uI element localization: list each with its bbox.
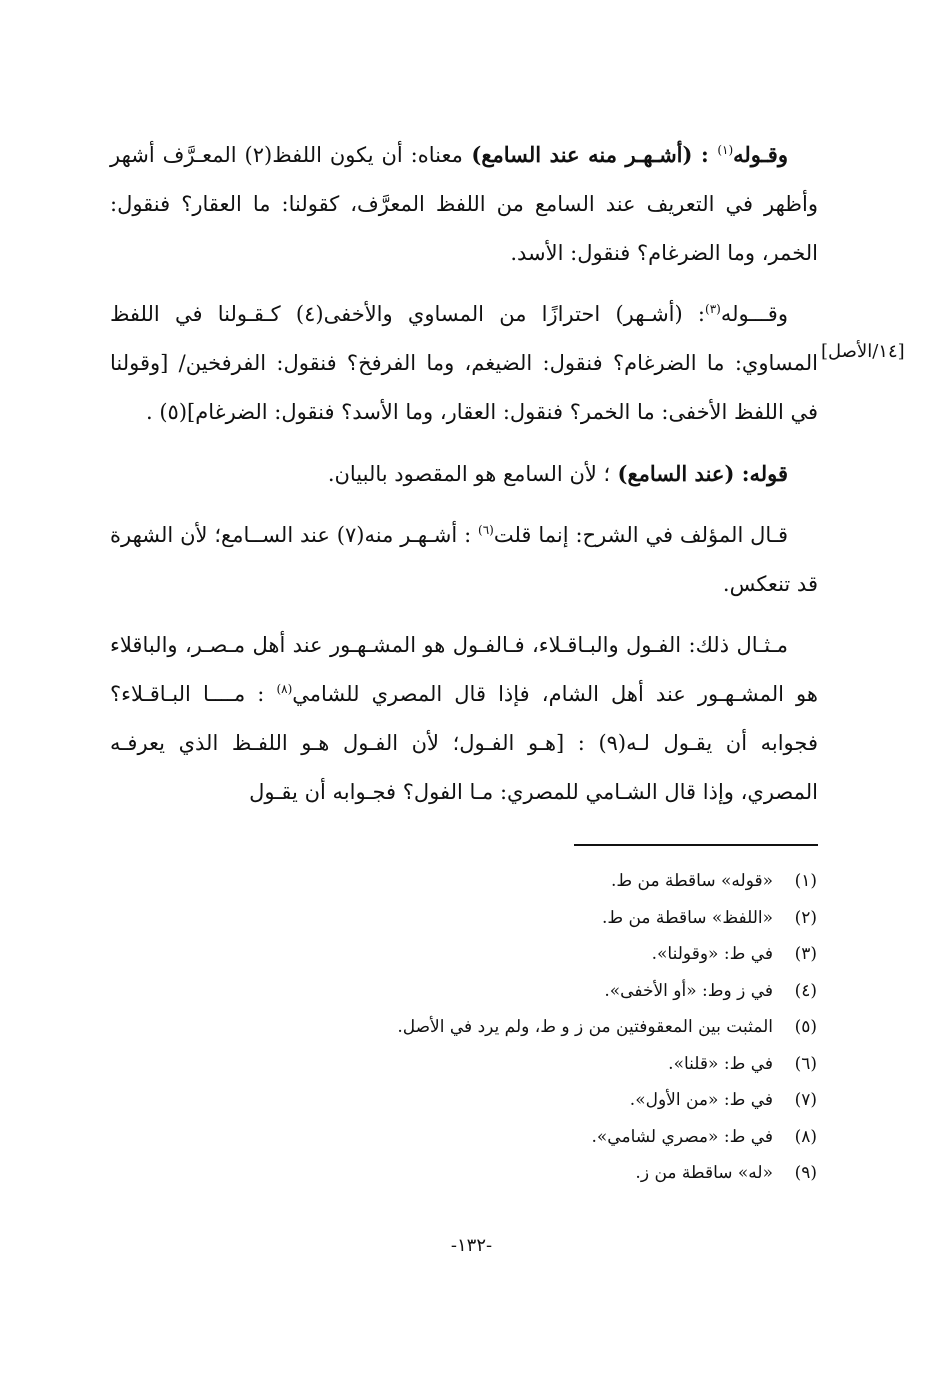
paragraph-text: : مــــا البـاقـلاء؟ فجوابه أن يقـول لـه(٩) : [هـو الفـول؛ لأن الفـول هـو اللفـظ الذي يعرفـه المصري، وإذا قال الشـامي للمصري: مـا الفول؟ فجـوابه أن يقـول: [110, 682, 818, 804]
paragraph-1: [110, 130, 818, 278]
footnote-ref[interactable]: (١): [717, 143, 734, 157]
paragraph-bold: : (عند السامع): [610, 461, 750, 486]
footnote-text: «قوله» ساقطة من ط.: [611, 871, 773, 891]
paragraph-4: [110, 511, 818, 609]
footnote: [300, 1009, 817, 1046]
footnote-text: في ط: «وقولنا».: [651, 944, 773, 964]
paragraph-text: : (أشـهر) احترازًا من المساوي والأخفى(٤) كـقـولنا في اللفظ المساوي: ما الضرغام؟ فنقول: الضيغم، وما الفرفخ؟ فنقول: الفرفخين/ [وقولنا في اللفظ الأخفى: ما الخمر؟ فنقول: العقار، وما الأسد؟ فنقول: الضرغام](٥) .: [110, 302, 818, 424]
footnote-number: (٤): [794, 980, 817, 1001]
footnote-text: في ط: «قلنا».: [668, 1053, 773, 1074]
footnote: [300, 1119, 817, 1156]
footnote-number: (٩): [794, 1163, 817, 1183]
footnote: [300, 1046, 817, 1083]
main-text: [110, 130, 818, 829]
footnote: [300, 973, 817, 1010]
footnote-number: (٧): [794, 1090, 817, 1110]
paragraph-lead: قوله: [749, 461, 788, 486]
footnote-number: (١): [794, 871, 817, 891]
paragraph-text: ؛ لأن السامع هو المقصود بالبيان.: [327, 462, 611, 486]
footnote: [300, 1155, 817, 1192]
footnote-number: (٥): [794, 1017, 817, 1037]
paragraph-lead: وقـــوله: [720, 302, 788, 326]
footnote-ref[interactable]: (٣): [705, 302, 721, 316]
footnote: [300, 863, 817, 900]
footnote-ref[interactable]: (٦): [478, 523, 494, 537]
paragraph-text: معناه: أن يكون اللفظ(٢) المعـرَّف أشهر وأظهر في التعريف عند السامع من اللفظ المعرَّف، كقولنا: ما العقار؟ فنقول: الخمر، وما الضرغام؟ فنقول: الأسد.: [110, 143, 818, 265]
footnote-number: (٣): [794, 944, 817, 964]
paragraph-bold: : (أشـهـر منه عند السامع): [462, 142, 718, 167]
footnote-number: (٢): [794, 907, 817, 928]
footnotes: [300, 863, 817, 1192]
footnote-number: (٨): [794, 1126, 817, 1147]
footnote-divider: [574, 844, 818, 846]
footnote-text: «له» ساقطة من ز.: [635, 1163, 773, 1183]
footnote: [300, 1082, 817, 1119]
footnote-text: في ز وط: «أو الأخفى».: [604, 980, 773, 1001]
paragraph-lead: قـال المؤلف في الشرح: إنما قلت: [493, 523, 789, 547]
paragraph-2: [110, 290, 818, 437]
footnote-text: «اللفظ» ساقطة من ط.: [601, 907, 773, 928]
footnote-ref[interactable]: (٨): [276, 682, 293, 696]
footnote-text: في ط: «مصري لشامي».: [591, 1126, 773, 1147]
paragraph-lead: مـثـال ذلك: الفـول والبـاقـلاء، فـالفـول هو المشـهـور عند أهل مـصـر، والباقلاء هو المشـهـور عند أهل الشام، فإذا قال المصري للشامي: [110, 633, 818, 706]
footnote-text: المثبت بين المعقوفتين من ز و ط، ولم يرد في الأصل.: [397, 1017, 773, 1037]
footnote-number: (٦): [794, 1053, 817, 1074]
footnote: [300, 900, 817, 937]
footnote: [300, 936, 817, 973]
page-number: -١٣٢-: [450, 1235, 493, 1256]
footnote-text: في ط: «من الأول».: [629, 1090, 773, 1110]
paragraph-text: : أشـهـر منه(٧) عند الســامع؛ لأن الشهرة قد تنعكس.: [110, 523, 818, 596]
paragraph-lead: وقـوله: [733, 142, 788, 167]
paragraph-5: [110, 621, 818, 817]
paragraph-3: [110, 449, 818, 499]
margin-note: [١٤/الأصل]: [821, 341, 905, 362]
